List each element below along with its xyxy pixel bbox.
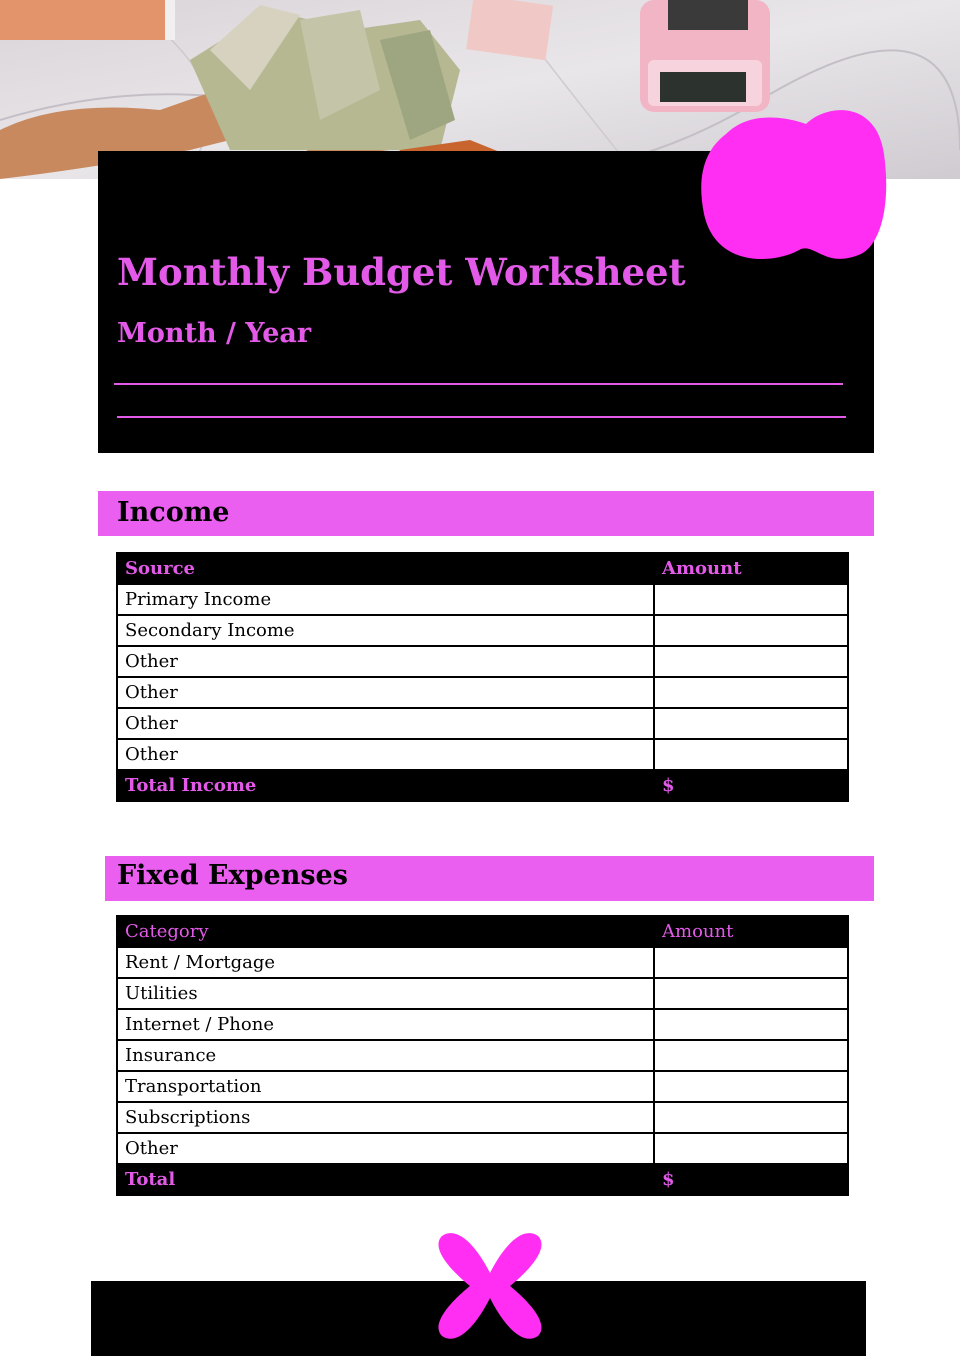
income-source-label: Other	[117, 677, 654, 708]
income-amount-cell[interactable]	[654, 615, 848, 646]
table-row	[117, 708, 848, 739]
expense-amount-cell[interactable]	[654, 978, 848, 1009]
income-amount-cell[interactable]	[654, 739, 848, 770]
total-expenses-value: $	[654, 1164, 848, 1195]
column-header-category: Category	[117, 916, 654, 947]
income-source-label: Other	[117, 646, 654, 677]
income-table	[116, 552, 849, 802]
expense-amount-cell[interactable]	[654, 1071, 848, 1102]
table-row	[117, 978, 848, 1009]
income-table-header	[117, 553, 848, 584]
table-row	[117, 947, 848, 978]
expense-category-label: Subscriptions	[117, 1102, 654, 1133]
pink-blob-shape-icon	[696, 104, 892, 270]
month-year-label: Month / Year	[117, 318, 312, 349]
expense-category-label: Utilities	[117, 978, 654, 1009]
fixed-expenses-total-row	[117, 1164, 848, 1195]
expense-category-label: Transportation	[117, 1071, 654, 1102]
table-row	[117, 1009, 848, 1040]
income-amount-cell[interactable]	[654, 708, 848, 739]
table-row	[117, 646, 848, 677]
total-income-label: Total Income	[117, 770, 654, 801]
table-row	[117, 677, 848, 708]
income-amount-cell[interactable]	[654, 646, 848, 677]
total-income-value: $	[654, 770, 848, 801]
column-header-source: Source	[117, 553, 654, 584]
table-row	[117, 1071, 848, 1102]
income-total-row	[117, 770, 848, 801]
income-amount-cell[interactable]	[654, 677, 848, 708]
table-row	[117, 1133, 848, 1164]
expense-amount-cell[interactable]	[654, 1133, 848, 1164]
expense-amount-cell[interactable]	[654, 1009, 848, 1040]
expense-amount-cell[interactable]	[654, 947, 848, 978]
table-row	[117, 1102, 848, 1133]
month-year-line-1	[114, 383, 843, 385]
table-row	[117, 584, 848, 615]
column-header-amount: Amount	[654, 553, 848, 584]
income-section-title: Income	[117, 497, 230, 528]
fixed-expenses-table	[116, 915, 849, 1196]
income-source-label: Primary Income	[117, 584, 654, 615]
table-row	[117, 739, 848, 770]
expense-category-label: Insurance	[117, 1040, 654, 1071]
income-source-label: Other	[117, 708, 654, 739]
fixed-expenses-section-title: Fixed Expenses	[117, 860, 348, 891]
expense-category-label: Rent / Mortgage	[117, 947, 654, 978]
fixed-expenses-table-header	[117, 916, 848, 947]
income-source-label: Secondary Income	[117, 615, 654, 646]
pink-star-shape-icon	[430, 1228, 550, 1343]
column-header-amount: Amount	[654, 916, 848, 947]
income-amount-cell[interactable]	[654, 584, 848, 615]
table-row	[117, 615, 848, 646]
expense-category-label: Internet / Phone	[117, 1009, 654, 1040]
total-expenses-label: Total	[117, 1164, 654, 1195]
income-source-label: Other	[117, 739, 654, 770]
expense-amount-cell[interactable]	[654, 1040, 848, 1071]
page-title: Monthly Budget Worksheet	[117, 250, 686, 294]
table-row	[117, 1040, 848, 1071]
expense-amount-cell[interactable]	[654, 1102, 848, 1133]
month-year-line-2	[117, 416, 846, 418]
expense-category-label: Other	[117, 1133, 654, 1164]
